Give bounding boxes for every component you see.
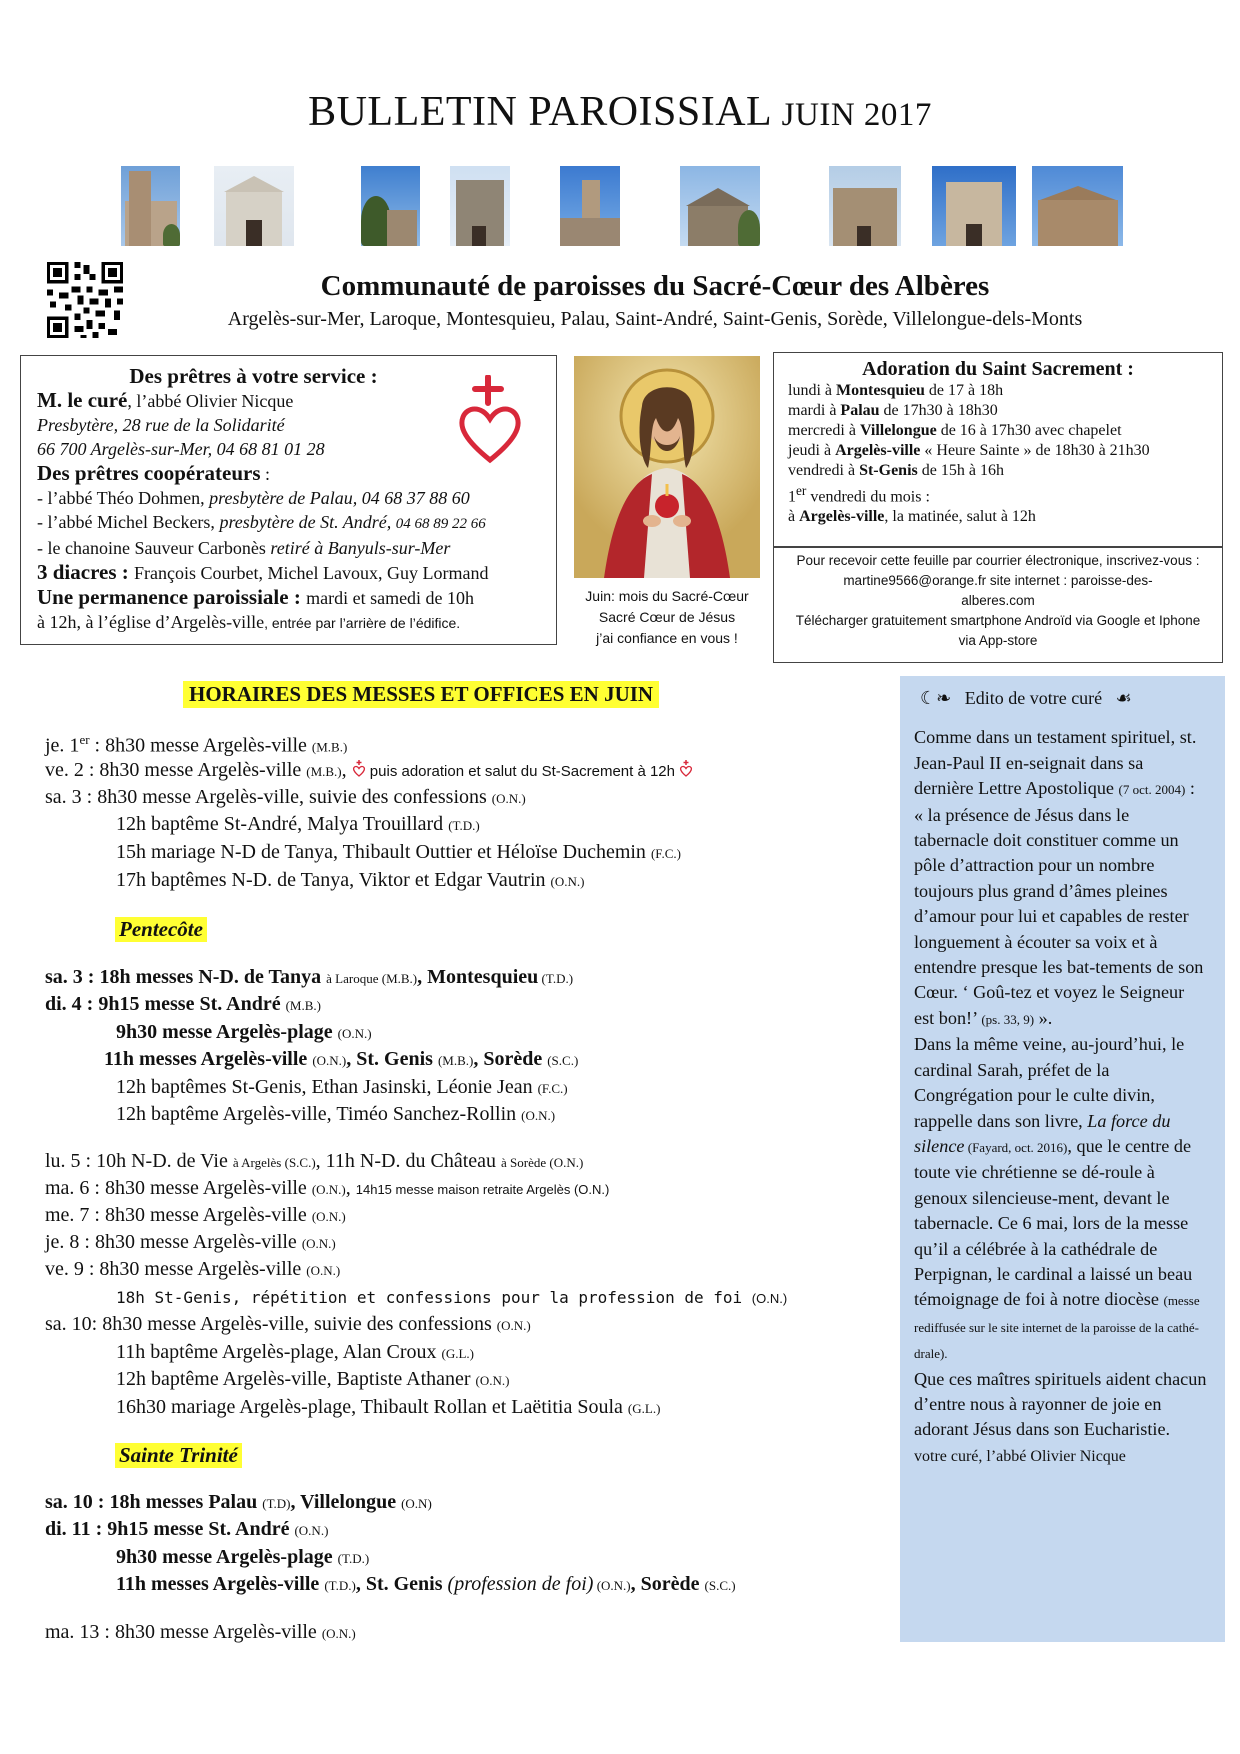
schedule-row: sa. 3 : 18h messes N-D. de Tanya à Laroque (M.B.), Montesquieu (T.D.) (45, 966, 574, 988)
schedule-row: 11h baptême Argelès-plage, Alan Croux (G.L.) (116, 1341, 474, 1363)
edito-p2: Dans la même veine, au-jourd’hui, le cardinal Sarah, préfet de la Congrégation pour le culte divin, rappelle dans son livre, (914, 1034, 1185, 1131)
deacons-names: François Courbet, Michel Lavoux, Guy Lormand (134, 563, 489, 583)
coop3-name: - le chanoine Sauveur Carbonès (37, 538, 271, 558)
feast-pentecost: Pentecôte (115, 917, 207, 942)
edito-panel (900, 676, 1225, 1642)
ornament-left-icon: ☾❧ (920, 688, 952, 708)
permanence-label: Une permanence paroissiale : (37, 585, 307, 609)
schedule-row: 12h baptêmes St-Genis, Ethan Jasinski, Léonie Jean (F.C.) (116, 1076, 568, 1098)
schedule-row: sa. 10 : 18h messes Palau (T.D), Villelongue (O.N) (45, 1491, 432, 1513)
adoration-l3-time: de 16 à 17h30 avec chapelet (936, 422, 1122, 439)
adoration-l6-sup: er (796, 483, 807, 498)
edito-p1-quote: : « la présence de Jésus dans le tabernacle doit constituer comme un pôle d’attraction pour un nombre toujours plus grand d’âmes pleines d’amour pour lui et capables de rester longuement à écouter sa voix et à entendre presque les bat-tements de son Cœur. ‘ Goû-tez et voyez le Seigneur est bon!’ (914, 778, 1204, 1028)
cure-address-2: 66 700 Argelès-sur-Mer, 04 68 81 01 28 (37, 439, 325, 459)
adoration-l4-day: jeudi à (788, 442, 836, 459)
adoration-l2-time: de 17h30 à 18h30 (879, 402, 998, 419)
coop3-place: retiré à Banyuls-sur-Mer (270, 538, 451, 558)
adoration-l1-time: de 17 à 18h (924, 382, 1004, 399)
edito-p3: Que ces maîtres spirituels aident chacun d’entre nous à rayonner de joie en adorant Jésus dans son Eucharistie. (914, 1368, 1207, 1440)
permanence-days: mardi et samedi de 10h (306, 588, 475, 608)
schedule-row: me. 7 : 8h30 messe Argelès-ville (O.N.) (45, 1204, 346, 1226)
cure-name: , l’abbé Olivier Nicque (127, 391, 294, 411)
edito-text (900, 725, 1225, 1469)
sacred-heart-icon (352, 759, 366, 783)
feast-trinity: Sainte Trinité (115, 1443, 242, 1468)
schedule-row: ve. 2 : 8h30 messe Argelès-ville (M.B.), puis adoration et salut du St-Sacrement à 12h (45, 759, 693, 783)
edito-p2-cont: , que le centre de toute vie chrétienne se dé-roule à genoux silencieuse-ment, devant le tabernacle. Ce 6 mai, lors de la messe qu’il a célébrée à la cathédrale de Perpignan, le cardinal a laissé un beau témoignage de foi à notre diocèse (914, 1135, 1193, 1310)
adoration-l5-place: St-Genis (859, 462, 918, 479)
schedule-row: 11h messes Argelès-ville (O.N.), St. Genis (M.B.), Sorède (S.C.) (104, 1048, 579, 1070)
adoration-l7-prefix: à (788, 508, 800, 526)
adoration-l2-day: mardi à (788, 402, 841, 419)
adoration-line-3 (774, 421, 1222, 441)
schedule-row: je. 8 : 8h30 messe Argelès-ville (O.N.) (45, 1231, 336, 1253)
edito-heading (900, 676, 1225, 725)
schedule-row: di. 4 : 9h15 messe St. André (M.B.) (45, 993, 321, 1015)
edito-heading-text: Edito de votre curé (964, 688, 1103, 708)
schedule-row: 16h30 mariage Argelès-plage, Thibault Rollan et Laëtitia Soula (G.L.) (116, 1396, 661, 1418)
church-photo-8 (932, 166, 1016, 246)
church-photo-6 (680, 166, 760, 246)
qr-code (47, 262, 123, 338)
edito-p1-date: (7 oct. 2004) (1118, 782, 1186, 798)
adoration-l6-num: 1 (788, 488, 796, 506)
newsletter-box (773, 546, 1223, 663)
deacons-line (21, 560, 556, 585)
title-main: BULLETIN PAROISSIAL (308, 89, 771, 135)
adoration-l4-time: « Heure Sainte » de 18h30 à 21h30 (920, 442, 1150, 459)
church-photo-5 (560, 166, 620, 246)
deacons-label: 3 diacres : (37, 560, 135, 584)
schedule-row: lu. 5 : 10h N-D. de Vie à Argelès (S.C.), 11h N-D. du Château à Sorède (O.N.) (45, 1150, 584, 1172)
coop2-phone: 04 68 89 22 66 (395, 516, 486, 532)
adoration-heading: Adoration du Saint Sacrement : (862, 358, 1134, 380)
adoration-l3-day: mercredi à (788, 422, 860, 439)
schedule-row: sa. 3 : 8h30 messe Argelès-ville, suivie des confessions (O.N.) (45, 786, 526, 808)
schedule-row: 9h30 messe Argelès-plage (T.D.) (116, 1546, 370, 1568)
schedule-row: 15h mariage N-D de Tanya, Thibault Outtier et Héloïse Duchemin (F.C.) (116, 841, 681, 863)
schedule-row: 11h messes Argelès-ville (T.D.), St. Genis (profession de foi) (O.N.), Sorède (S.C.) (116, 1573, 736, 1595)
sacred-heart-cross-icon (455, 375, 525, 465)
edito-p1: Comme dans un testament spirituel, st. Jean-Paul II en-seignait dans sa dernière Lettre Apostolique (914, 727, 1197, 799)
schedule-row: 12h baptême Argelès-ville, Timéo Sanchez-Rollin (O.N.) (116, 1103, 556, 1125)
schedule-row: je. 1er : 8h30 messe Argelès-ville (M.B.) (45, 732, 348, 757)
adoration-line-6 (774, 481, 1222, 507)
adoration-l1-place: Montesquieu (836, 382, 925, 399)
adoration-line-4 (774, 441, 1222, 461)
jesus-caption-line-1: Juin: mois du Sacré-Cœur (585, 588, 749, 604)
jesus-caption (560, 586, 774, 649)
newsletter-line-5: via App-store (958, 633, 1038, 648)
coop-line-1 (21, 486, 556, 510)
church-photo-9 (1032, 166, 1123, 246)
coop2-place: presbytère de St. André, (219, 512, 396, 532)
ornament-right-icon: ☙ (1115, 688, 1132, 708)
community-towns: Argelès-sur-Mer, Laroque, Montesquieu, Palau, Saint-André, Saint-Genis, Sorède, Villelongue-dels-Monts (227, 308, 1083, 330)
cure-address-1: Presbytère, 28 rue de la Solidarité (37, 415, 285, 435)
coop-line-3 (21, 536, 556, 560)
edito-signature: votre curé, l’abbé Olivier Nicque (914, 1447, 1126, 1465)
schedule-row: 9h30 messe Argelès-plage (O.N.) (116, 1021, 372, 1043)
schedule-row: ve. 9 : 8h30 messe Argelès-ville (O.N.) (45, 1258, 341, 1280)
coop-label: Des prêtres coopérateurs (37, 461, 261, 485)
adoration-line-1 (774, 381, 1222, 401)
adoration-box (773, 352, 1223, 548)
edito-p2-book: La force du silence (914, 1110, 1171, 1156)
schedule-heading: HORAIRES DES MESSES ET OFFICES EN JUIN (183, 681, 659, 708)
schedule-row: ma. 6 : 8h30 messe Argelès-ville (O.N.), 14h15 messe maison retraite Argelès (O.N.) (45, 1177, 610, 1199)
coop2-name: - l’abbé Michel Beckers, (37, 512, 220, 532)
adoration-line-2 (774, 401, 1222, 421)
adoration-l1-day: lundi à (788, 382, 836, 399)
edito-p1-end: ». (1034, 1007, 1053, 1028)
newsletter-line-4: Télécharger gratuitement smartphone Androïd via Google et Iphone (795, 613, 1201, 628)
newsletter-line-2: martine9566@orange.fr site internet : paroisse-des- (843, 573, 1153, 588)
edito-p1-ref: (ps. 33, 9) (981, 1011, 1035, 1027)
schedule-row: 12h baptême Argelès-ville, Baptiste Athaner (O.N.) (116, 1368, 510, 1390)
newsletter-line-3: alberes.com (961, 593, 1035, 608)
church-photo-3 (361, 166, 420, 246)
permanence-note: , entrée par l’arrière de l’édifice. (264, 615, 461, 631)
bulletin-title (0, 88, 1240, 136)
schedule-row: sa. 10: 8h30 messe Argelès-ville, suivie des confessions (O.N.) (45, 1313, 531, 1335)
coop-line-2 (21, 510, 556, 536)
adoration-l3-place: Villelongue (859, 422, 937, 439)
sacred-heart-icon (679, 759, 693, 783)
adoration-l7-place: Argelès-ville (799, 508, 885, 526)
edito-p2-pub: (Fayard, oct. 2016) (964, 1139, 1068, 1155)
schedule-row: 17h baptêmes N-D. de Tanya, Viktor et Edgar Vautrin (O.N.) (116, 869, 585, 891)
church-photo-4 (450, 166, 510, 246)
adoration-line-7 (774, 507, 1222, 527)
coop1-name: - l’abbé Théo Dohmen, (37, 488, 210, 508)
coop-colon: : (260, 464, 271, 484)
schedule-row: ma. 13 : 8h30 messe Argelès-ville (O.N.) (45, 1621, 356, 1643)
schedule-row: di. 11 : 9h15 messe St. André (O.N.) (45, 1518, 329, 1540)
newsletter-line-1: Pour recevoir cette feuille par courrier électronique, inscrivez-vous : (796, 553, 1200, 568)
edito-p2-note: (messe rediffusée sur le site internet de la paroisse de la cathé-drale). (914, 1293, 1200, 1362)
community-title: Communauté de paroisses du Sacré-Cœur des Albères (320, 270, 990, 302)
adoration-line-5 (774, 461, 1222, 481)
adoration-l6-text: vendredi du mois : (806, 488, 930, 506)
jesus-caption-line-3: j’ai confiance en vous ! (596, 630, 738, 646)
title-month: JUIN 2017 (781, 97, 932, 133)
church-photo-1 (121, 166, 180, 246)
priests-heading: Des prêtres à votre service : (129, 364, 378, 388)
schedule-row: 18h St-Genis, répétition et confessions pour la profession de foi (O.N.) (116, 1288, 788, 1307)
permanence-place: à 12h, à l’église d’Argelès-ville (37, 612, 265, 632)
coop1-place: presbytère de Palau, 04 68 37 88 60 (209, 488, 470, 508)
cure-label: M. le curé (37, 388, 128, 412)
church-photo-7 (829, 166, 901, 246)
adoration-l5-day: vendredi à (788, 462, 860, 479)
adoration-l4-place: Argelès-ville (835, 442, 921, 459)
adoration-l5-time: de 15h à 16h (917, 462, 1004, 479)
sacred-heart-of-jesus-image (574, 356, 760, 578)
adoration-l7-time: , la matinée, salut à 12h (884, 508, 1036, 526)
church-photo-2 (214, 166, 294, 246)
adoration-l2-place: Palau (840, 402, 880, 419)
permanence-line (21, 585, 556, 610)
schedule-row: 12h baptême St-André, Malya Trouillard (T.D.) (116, 813, 480, 835)
permanence-line-2 (21, 610, 556, 635)
jesus-caption-line-2: Sacré Cœur de Jésus (598, 609, 736, 625)
